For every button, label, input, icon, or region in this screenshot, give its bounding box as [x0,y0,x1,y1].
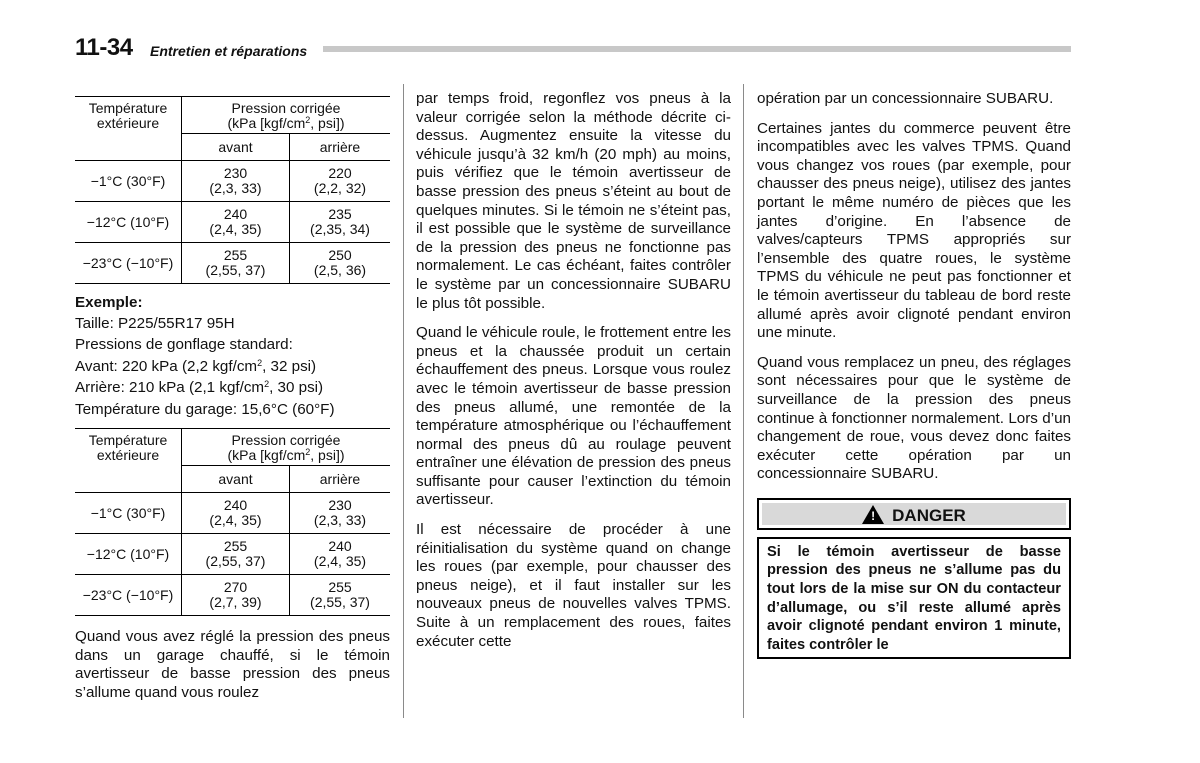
header-temperature: Température extérieure [75,97,182,161]
superscript: 2 [305,115,311,125]
header-pressure-line1: Pression corrigée [231,100,341,116]
temperature-cell: −12°C (10°F) [75,202,182,243]
header-pressure [182,97,391,134]
body-paragraph: Il est nécessaire de procéder à une réinitialisation du système quand on change les roues (par exemple, pour chausser des pneus neige), et il faut installer sur les nouveaux pneus de nouvelles valves TPMS. Suite à un remplacement des roues, faites exécuter cette [416,521,731,650]
example-standard: Pressions de gonflage standard: [75,336,293,354]
example-front: Avant: 220 kPa (2,2 kgf/$cm^2$, 32 psi) [75,357,317,375]
front-pressure-cell: 230 (2,3, 33) [182,161,290,202]
front-pressure-cell: 255 (2,55, 37) [182,243,290,284]
rear-pressure-cell: 220 (2,2, 32) [290,161,391,202]
column-divider [743,84,744,718]
table-row [75,243,390,284]
header-pressure [182,429,391,466]
example-size: Taille: P225/55R17 95H [75,314,235,332]
header-rule [323,46,1071,52]
column-middle [416,90,731,651]
temperature-cell: −23°C (−10°F) [75,243,182,284]
header-temperature: Température extérieure [75,429,182,493]
example-rear: Arrière: 210 kPa (2,1 kgf/$cm^2$, 30 psi) [75,379,324,397]
header-front: avant [182,134,290,161]
header-pressure-unit: (kPa [kgf/cm [227,447,306,464]
body-paragraph: Quand vous avez réglé la pression des pneus dans un garage chauffé, si le témoin avertisseur de basse pression des pneus s’allume quand vous roulez [75,628,390,701]
body-paragraph: par temps froid, regonflez vos pneus à la valeur corrigée selon la méthode décrite ci-dessus. Augmentez ensuite la vitesse du véhicule jusqu’à 32 km/h (20 mph) au moins, puis vérifiez que le témoin avertisseur de basse pression des pneus s’éteint au bout de quelques minutes. Si le témoin ne s’éteint pas, il est possible que le système de surveillance de la pression des pneus ne fonctionne pas normalement. Le cas échéant, faites contrôler le système par un concessionnaire SUBARU le plus tôt possible. [416,90,731,312]
pressure-table-2 [75,428,390,616]
table-row [75,493,390,534]
rear-pressure-cell: 250 (2,5, 36) [290,243,391,284]
front-pressure-cell: 270 (2,7, 39) [182,575,290,616]
danger-text-box [757,537,1071,659]
danger-label-row [759,505,1069,526]
page-header [75,34,1071,61]
temperature-cell: −1°C (30°F) [75,493,182,534]
header-pressure-line1: Pression corrigée [231,432,341,449]
temperature-cell: −12°C (10°F) [75,534,182,575]
header-front: avant [182,466,290,493]
front-pressure-cell: 240 (2,4, 35) [182,202,290,243]
front-pressure-cell: 255 (2,55, 37) [182,534,290,575]
pressure-table-1 [75,96,390,284]
body-paragraph: Quand le véhicule roule, le frottement entre les pneus et la chaussée produit un certain échauffement des pneus. Lorsque vous roulez avec le témoin avertisseur de basse pression des pneus allumé, une remontée de la température atmosphérique ou l’échauffement normal des pneus dû au roulage peuvent entraîner une élévation de pression des pneus suffisante pour causer l’extinction du témoin avertisseur. [416,324,731,509]
header-pressure-unit-end: , psi]) [310,447,345,464]
rear-pressure-cell: 230 (2,3, 33) [290,493,391,534]
temperature-cell: −23°C (−10°F) [75,575,182,616]
temperature-cell: −1°C (30°F) [75,161,182,202]
column-left [75,90,390,702]
header-rear: arrière [290,134,391,161]
page-number: 11-34 [75,34,133,61]
superscript: 2 [305,447,311,458]
danger-label: DANGER [892,505,966,525]
rear-pressure-cell: 255 (2,55, 37) [290,575,391,616]
front-pressure-cell: 240 (2,4, 35) [182,493,290,534]
table-row [75,534,390,575]
header-pressure-unit: (kPa [kgf/cm [227,115,306,131]
danger-header [757,498,1071,530]
section-title: Entretien et réparations [150,43,308,59]
rear-pressure-cell: 240 (2,4, 35) [290,534,391,575]
example-title: Exemple: [75,294,143,311]
header-rear: arrière [290,466,391,493]
rear-pressure-cell: 235 (2,35, 34) [290,202,391,243]
body-paragraph: opération par un concessionnaire SUBARU. [757,90,1054,107]
table-row [75,575,390,616]
header-pressure-unit-end: , psi]) [310,115,345,131]
column-right [757,90,1071,659]
body-paragraph: Quand vous remplacez un pneu, des réglages sont nécessaires pour que le système de surveillance de la pression des pneus continue à fonctionner normalement. Lors d’un changement de roue, vous devez donc faites exécuter cette opération par un concessionnaire SUBARU. [757,353,1071,483]
table-row [75,161,390,202]
warning-triangle-icon: ! [862,505,884,524]
table-row [75,202,390,243]
column-divider [403,84,404,718]
danger-text: Si le témoin avertisseur de basse pression des pneus ne s’allume pas du tout lors de la mise sur ON du contacteur d’allumage, ou s’il reste allumé après avoir clignoté pendant environ 1 minute, faites contrôler le [767,543,1061,653]
example-garage: Température du garage: 15,6°C (60°F) [75,400,335,418]
body-paragraph: Certaines jantes du commerce peuvent être incompatibles avec les valves TPMS. Quand vous changez vos roues (par exemple, pour chausser des pneus neige), utilisez des jantes portant le même numéro de pièces que les jantes d’origine. En l’absence de valves/capteurs TPMS appropriés sur l’ensemble des quatre roues, le système TPMS du véhicule ne peut pas fonctionner et le témoin avertisseur du tableau de bord reste allumé après avoir clignoté pendant environ une minute. [757,119,1071,342]
